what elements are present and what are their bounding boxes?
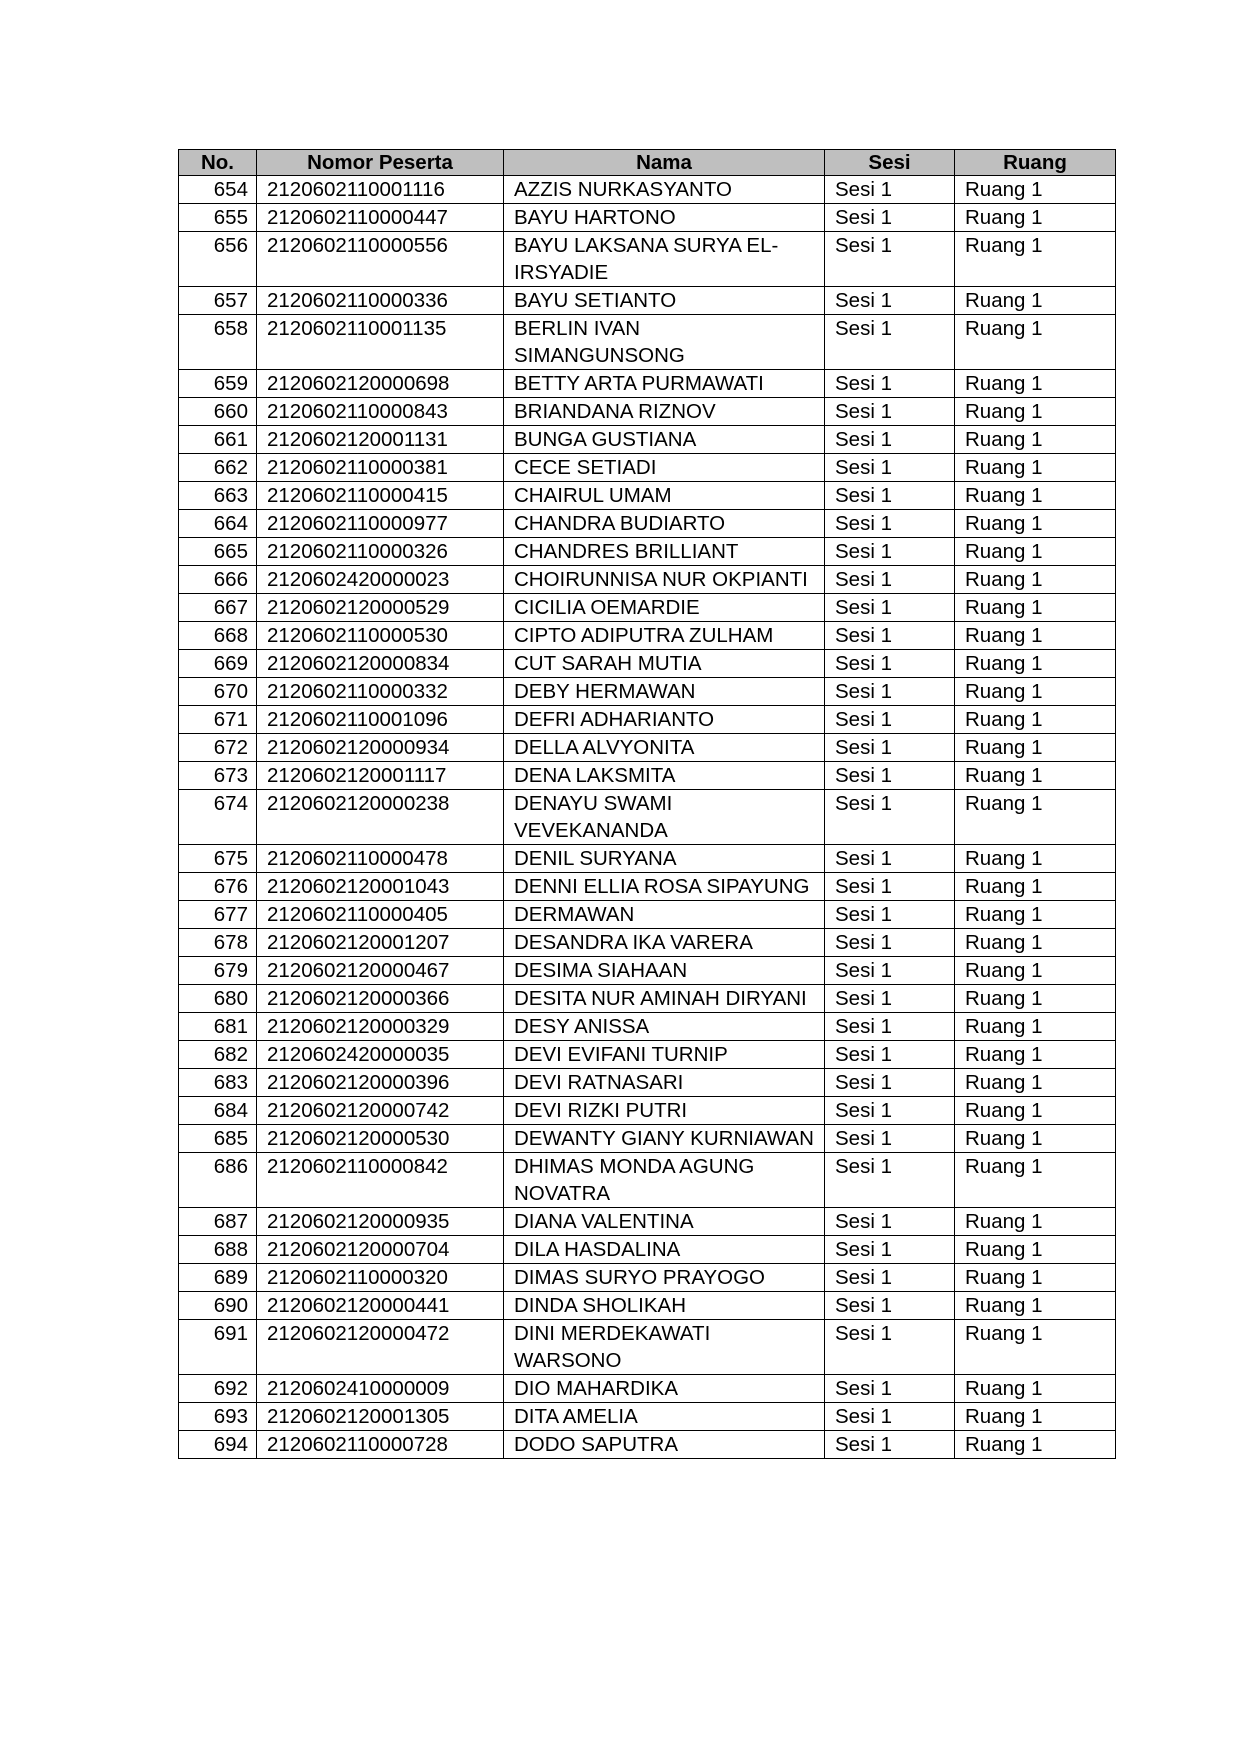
table-row xyxy=(179,287,1116,315)
table-row xyxy=(179,1208,1116,1236)
cell-no: 666 xyxy=(179,566,257,594)
cell-nama: BAYU SETIANTO xyxy=(504,287,825,315)
cell-nomor-peserta: 2120602120000704 xyxy=(257,1236,504,1264)
cell-nomor-peserta: 2120602120000396 xyxy=(257,1069,504,1097)
cell-nama: DIO MAHARDIKA xyxy=(504,1375,825,1403)
cell-no: 663 xyxy=(179,482,257,510)
cell-sesi: Sesi 1 xyxy=(825,538,955,566)
cell-nama: CIPTO ADIPUTRA ZULHAM xyxy=(504,622,825,650)
cell-nama: DENA LAKSMITA xyxy=(504,762,825,790)
cell-sesi: Sesi 1 xyxy=(825,790,955,845)
cell-nama: DESY ANISSA xyxy=(504,1013,825,1041)
table-row xyxy=(179,1320,1116,1375)
cell-sesi: Sesi 1 xyxy=(825,176,955,204)
cell-sesi: Sesi 1 xyxy=(825,1292,955,1320)
cell-ruang: Ruang 1 xyxy=(955,1431,1116,1459)
cell-sesi: Sesi 1 xyxy=(825,315,955,370)
cell-sesi: Sesi 1 xyxy=(825,482,955,510)
cell-no: 660 xyxy=(179,398,257,426)
cell-ruang: Ruang 1 xyxy=(955,873,1116,901)
cell-no: 656 xyxy=(179,232,257,287)
cell-no: 690 xyxy=(179,1292,257,1320)
cell-sesi: Sesi 1 xyxy=(825,622,955,650)
cell-nama: DEVI RIZKI PUTRI xyxy=(504,1097,825,1125)
table-row xyxy=(179,1013,1116,1041)
header-nomor-peserta: Nomor Peserta xyxy=(257,150,504,176)
cell-nama: CHANDRA BUDIARTO xyxy=(504,510,825,538)
cell-sesi: Sesi 1 xyxy=(825,594,955,622)
table-row xyxy=(179,1097,1116,1125)
cell-ruang: Ruang 1 xyxy=(955,315,1116,370)
table-row xyxy=(179,622,1116,650)
table-row xyxy=(179,1069,1116,1097)
cell-nomor-peserta: 2120602120000366 xyxy=(257,985,504,1013)
table-header xyxy=(179,150,1116,176)
cell-nomor-peserta: 2120602110000405 xyxy=(257,901,504,929)
cell-ruang: Ruang 1 xyxy=(955,426,1116,454)
table-row xyxy=(179,1292,1116,1320)
cell-sesi: Sesi 1 xyxy=(825,1097,955,1125)
cell-sesi: Sesi 1 xyxy=(825,1208,955,1236)
cell-no: 678 xyxy=(179,929,257,957)
cell-no: 658 xyxy=(179,315,257,370)
cell-nomor-peserta: 2120602120000935 xyxy=(257,1208,504,1236)
cell-nomor-peserta: 2120602110000843 xyxy=(257,398,504,426)
cell-sesi: Sesi 1 xyxy=(825,1041,955,1069)
table-row xyxy=(179,650,1116,678)
cell-no: 687 xyxy=(179,1208,257,1236)
cell-sesi: Sesi 1 xyxy=(825,1153,955,1208)
cell-nama: BAYU LAKSANA SURYA EL-IRSYADIE xyxy=(504,232,825,287)
cell-sesi: Sesi 1 xyxy=(825,873,955,901)
cell-nomor-peserta: 2120602420000035 xyxy=(257,1041,504,1069)
cell-no: 691 xyxy=(179,1320,257,1375)
cell-sesi: Sesi 1 xyxy=(825,929,955,957)
cell-sesi: Sesi 1 xyxy=(825,678,955,706)
cell-nomor-peserta: 2120602110001116 xyxy=(257,176,504,204)
cell-nomor-peserta: 2120602110000332 xyxy=(257,678,504,706)
cell-ruang: Ruang 1 xyxy=(955,622,1116,650)
cell-ruang: Ruang 1 xyxy=(955,985,1116,1013)
cell-no: 654 xyxy=(179,176,257,204)
table-row xyxy=(179,901,1116,929)
cell-no: 664 xyxy=(179,510,257,538)
cell-nama: DEVI EVIFANI TURNIP xyxy=(504,1041,825,1069)
cell-nomor-peserta: 2120602110001135 xyxy=(257,315,504,370)
table-row xyxy=(179,706,1116,734)
table-row xyxy=(179,315,1116,370)
cell-no: 682 xyxy=(179,1041,257,1069)
cell-nama: DINDA SHOLIKAH xyxy=(504,1292,825,1320)
cell-nomor-peserta: 2120602120000934 xyxy=(257,734,504,762)
cell-sesi: Sesi 1 xyxy=(825,232,955,287)
cell-sesi: Sesi 1 xyxy=(825,398,955,426)
cell-sesi: Sesi 1 xyxy=(825,845,955,873)
cell-ruang: Ruang 1 xyxy=(955,1292,1116,1320)
cell-nama: DESITA NUR AMINAH DIRYANI xyxy=(504,985,825,1013)
cell-no: 668 xyxy=(179,622,257,650)
cell-sesi: Sesi 1 xyxy=(825,650,955,678)
cell-ruang: Ruang 1 xyxy=(955,287,1116,315)
header-no: No. xyxy=(179,150,257,176)
cell-no: 675 xyxy=(179,845,257,873)
cell-nomor-peserta: 2120602120000834 xyxy=(257,650,504,678)
cell-no: 693 xyxy=(179,1403,257,1431)
cell-ruang: Ruang 1 xyxy=(955,1013,1116,1041)
table-row xyxy=(179,845,1116,873)
cell-ruang: Ruang 1 xyxy=(955,482,1116,510)
cell-no: 685 xyxy=(179,1125,257,1153)
cell-sesi: Sesi 1 xyxy=(825,1013,955,1041)
table-row xyxy=(179,985,1116,1013)
cell-nama: DELLA ALVYONITA xyxy=(504,734,825,762)
cell-sesi: Sesi 1 xyxy=(825,287,955,315)
cell-nama: CHOIRUNNISA NUR OKPIANTI xyxy=(504,566,825,594)
cell-nama: BETTY ARTA PURMAWATI xyxy=(504,370,825,398)
table-row xyxy=(179,594,1116,622)
table-row xyxy=(179,232,1116,287)
table-row xyxy=(179,790,1116,845)
cell-no: 669 xyxy=(179,650,257,678)
cell-ruang: Ruang 1 xyxy=(955,538,1116,566)
cell-sesi: Sesi 1 xyxy=(825,510,955,538)
cell-ruang: Ruang 1 xyxy=(955,204,1116,232)
cell-sesi: Sesi 1 xyxy=(825,1431,955,1459)
table-row xyxy=(179,678,1116,706)
cell-nomor-peserta: 2120602110000381 xyxy=(257,454,504,482)
table-row xyxy=(179,1041,1116,1069)
cell-nama: DITA AMELIA xyxy=(504,1403,825,1431)
cell-ruang: Ruang 1 xyxy=(955,706,1116,734)
cell-nama: BERLIN IVAN SIMANGUNSONG xyxy=(504,315,825,370)
cell-ruang: Ruang 1 xyxy=(955,566,1116,594)
cell-sesi: Sesi 1 xyxy=(825,901,955,929)
header-row xyxy=(179,150,1116,176)
cell-nomor-peserta: 2120602110000728 xyxy=(257,1431,504,1459)
cell-sesi: Sesi 1 xyxy=(825,1375,955,1403)
participant-table xyxy=(178,149,1116,1459)
header-nama: Nama xyxy=(504,150,825,176)
cell-nama: DHIMAS MONDA AGUNG NOVATRA xyxy=(504,1153,825,1208)
cell-nomor-peserta: 2120602120001117 xyxy=(257,762,504,790)
cell-sesi: Sesi 1 xyxy=(825,762,955,790)
cell-sesi: Sesi 1 xyxy=(825,734,955,762)
cell-nama: DENIL SURYANA xyxy=(504,845,825,873)
cell-ruang: Ruang 1 xyxy=(955,929,1116,957)
cell-nama: DILA HASDALINA xyxy=(504,1236,825,1264)
cell-nama: DEBY HERMAWAN xyxy=(504,678,825,706)
table-row xyxy=(179,957,1116,985)
cell-nomor-peserta: 2120602110000320 xyxy=(257,1264,504,1292)
cell-ruang: Ruang 1 xyxy=(955,398,1116,426)
cell-ruang: Ruang 1 xyxy=(955,1264,1116,1292)
cell-no: 655 xyxy=(179,204,257,232)
cell-ruang: Ruang 1 xyxy=(955,734,1116,762)
table-row xyxy=(179,204,1116,232)
cell-no: 683 xyxy=(179,1069,257,1097)
cell-sesi: Sesi 1 xyxy=(825,706,955,734)
table-row xyxy=(179,538,1116,566)
table-row xyxy=(179,482,1116,510)
cell-no: 657 xyxy=(179,287,257,315)
cell-sesi: Sesi 1 xyxy=(825,957,955,985)
cell-sesi: Sesi 1 xyxy=(825,426,955,454)
cell-ruang: Ruang 1 xyxy=(955,1097,1116,1125)
table-row xyxy=(179,762,1116,790)
cell-nama: DEWANTY GIANY KURNIAWAN xyxy=(504,1125,825,1153)
cell-no: 681 xyxy=(179,1013,257,1041)
cell-no: 686 xyxy=(179,1153,257,1208)
cell-nomor-peserta: 2120602110000977 xyxy=(257,510,504,538)
cell-ruang: Ruang 1 xyxy=(955,845,1116,873)
cell-nomor-peserta: 2120602120000329 xyxy=(257,1013,504,1041)
cell-ruang: Ruang 1 xyxy=(955,1208,1116,1236)
cell-sesi: Sesi 1 xyxy=(825,1264,955,1292)
cell-ruang: Ruang 1 xyxy=(955,370,1116,398)
cell-nomor-peserta: 2120602110000336 xyxy=(257,287,504,315)
cell-nomor-peserta: 2120602110001096 xyxy=(257,706,504,734)
table-body xyxy=(179,176,1116,1459)
cell-nomor-peserta: 2120602120000529 xyxy=(257,594,504,622)
table-row xyxy=(179,398,1116,426)
cell-nama: CUT SARAH MUTIA xyxy=(504,650,825,678)
cell-no: 676 xyxy=(179,873,257,901)
cell-nama: CECE SETIADI xyxy=(504,454,825,482)
cell-no: 672 xyxy=(179,734,257,762)
cell-nomor-peserta: 2120602120000441 xyxy=(257,1292,504,1320)
table-row xyxy=(179,1125,1116,1153)
cell-no: 659 xyxy=(179,370,257,398)
cell-no: 673 xyxy=(179,762,257,790)
cell-ruang: Ruang 1 xyxy=(955,678,1116,706)
cell-ruang: Ruang 1 xyxy=(955,957,1116,985)
cell-nomor-peserta: 2120602110000478 xyxy=(257,845,504,873)
cell-no: 694 xyxy=(179,1431,257,1459)
cell-no: 680 xyxy=(179,985,257,1013)
cell-nomor-peserta: 2120602110000326 xyxy=(257,538,504,566)
table-row xyxy=(179,1264,1116,1292)
cell-nomor-peserta: 2120602120000467 xyxy=(257,957,504,985)
cell-sesi: Sesi 1 xyxy=(825,1320,955,1375)
cell-sesi: Sesi 1 xyxy=(825,1236,955,1264)
cell-nama: CICILIA OEMARDIE xyxy=(504,594,825,622)
cell-sesi: Sesi 1 xyxy=(825,566,955,594)
cell-ruang: Ruang 1 xyxy=(955,510,1116,538)
cell-no: 665 xyxy=(179,538,257,566)
table-row xyxy=(179,1403,1116,1431)
cell-no: 674 xyxy=(179,790,257,845)
cell-ruang: Ruang 1 xyxy=(955,1375,1116,1403)
table-row xyxy=(179,929,1116,957)
cell-sesi: Sesi 1 xyxy=(825,370,955,398)
cell-ruang: Ruang 1 xyxy=(955,650,1116,678)
cell-no: 689 xyxy=(179,1264,257,1292)
cell-nama: DENNI ELLIA ROSA SIPAYUNG xyxy=(504,873,825,901)
cell-ruang: Ruang 1 xyxy=(955,790,1116,845)
cell-nama: DERMAWAN xyxy=(504,901,825,929)
cell-sesi: Sesi 1 xyxy=(825,454,955,482)
cell-nomor-peserta: 2120602120001207 xyxy=(257,929,504,957)
cell-no: 670 xyxy=(179,678,257,706)
table-row xyxy=(179,454,1116,482)
cell-nama: DEFRI ADHARIANTO xyxy=(504,706,825,734)
cell-sesi: Sesi 1 xyxy=(825,204,955,232)
cell-ruang: Ruang 1 xyxy=(955,1403,1116,1431)
cell-nama: DEVI RATNASARI xyxy=(504,1069,825,1097)
cell-nama: DENAYU SWAMI VEVEKANANDA xyxy=(504,790,825,845)
cell-sesi: Sesi 1 xyxy=(825,985,955,1013)
cell-nama: BUNGA GUSTIANA xyxy=(504,426,825,454)
cell-nama: DIMAS SURYO PRAYOGO xyxy=(504,1264,825,1292)
cell-nama: DODO SAPUTRA xyxy=(504,1431,825,1459)
table-row xyxy=(179,1375,1116,1403)
cell-ruang: Ruang 1 xyxy=(955,176,1116,204)
cell-nomor-peserta: 2120602110000842 xyxy=(257,1153,504,1208)
header-ruang: Ruang xyxy=(955,150,1116,176)
cell-nomor-peserta: 2120602120001305 xyxy=(257,1403,504,1431)
cell-nomor-peserta: 2120602120001131 xyxy=(257,426,504,454)
table-row xyxy=(179,1431,1116,1459)
cell-no: 671 xyxy=(179,706,257,734)
cell-no: 662 xyxy=(179,454,257,482)
cell-no: 684 xyxy=(179,1097,257,1125)
cell-ruang: Ruang 1 xyxy=(955,454,1116,482)
cell-ruang: Ruang 1 xyxy=(955,901,1116,929)
cell-ruang: Ruang 1 xyxy=(955,1320,1116,1375)
cell-nomor-peserta: 2120602110000530 xyxy=(257,622,504,650)
cell-nama: BRIANDANA RIZNOV xyxy=(504,398,825,426)
table-row xyxy=(179,1153,1116,1208)
cell-nama: DESANDRA IKA VARERA xyxy=(504,929,825,957)
cell-nomor-peserta: 2120602120001043 xyxy=(257,873,504,901)
cell-nomor-peserta: 2120602120000472 xyxy=(257,1320,504,1375)
cell-ruang: Ruang 1 xyxy=(955,1069,1116,1097)
table-row xyxy=(179,370,1116,398)
header-sesi: Sesi xyxy=(825,150,955,176)
cell-nama: DESIMA SIAHAAN xyxy=(504,957,825,985)
cell-nomor-peserta: 2120602110000415 xyxy=(257,482,504,510)
cell-nama: BAYU HARTONO xyxy=(504,204,825,232)
cell-ruang: Ruang 1 xyxy=(955,762,1116,790)
cell-sesi: Sesi 1 xyxy=(825,1069,955,1097)
table-row xyxy=(179,873,1116,901)
table-row xyxy=(179,566,1116,594)
cell-ruang: Ruang 1 xyxy=(955,1236,1116,1264)
table-row xyxy=(179,426,1116,454)
table-row xyxy=(179,734,1116,762)
cell-ruang: Ruang 1 xyxy=(955,1125,1116,1153)
cell-no: 688 xyxy=(179,1236,257,1264)
cell-nomor-peserta: 2120602110000556 xyxy=(257,232,504,287)
cell-no: 692 xyxy=(179,1375,257,1403)
cell-nama: CHAIRUL UMAM xyxy=(504,482,825,510)
cell-sesi: Sesi 1 xyxy=(825,1125,955,1153)
cell-nomor-peserta: 2120602410000009 xyxy=(257,1375,504,1403)
cell-no: 677 xyxy=(179,901,257,929)
table-row xyxy=(179,176,1116,204)
cell-nomor-peserta: 2120602120000698 xyxy=(257,370,504,398)
cell-nama: AZZIS NURKASYANTO xyxy=(504,176,825,204)
cell-no: 667 xyxy=(179,594,257,622)
table-row xyxy=(179,1236,1116,1264)
cell-nama: DIANA VALENTINA xyxy=(504,1208,825,1236)
cell-ruang: Ruang 1 xyxy=(955,1153,1116,1208)
cell-ruang: Ruang 1 xyxy=(955,232,1116,287)
cell-ruang: Ruang 1 xyxy=(955,594,1116,622)
cell-no: 679 xyxy=(179,957,257,985)
cell-ruang: Ruang 1 xyxy=(955,1041,1116,1069)
cell-nomor-peserta: 2120602110000447 xyxy=(257,204,504,232)
cell-nama: DINI MERDEKAWATI WARSONO xyxy=(504,1320,825,1375)
table-row xyxy=(179,510,1116,538)
cell-sesi: Sesi 1 xyxy=(825,1403,955,1431)
cell-nomor-peserta: 2120602120000530 xyxy=(257,1125,504,1153)
cell-nomor-peserta: 2120602120000238 xyxy=(257,790,504,845)
cell-nama: CHANDRES BRILLIANT xyxy=(504,538,825,566)
cell-no: 661 xyxy=(179,426,257,454)
cell-nomor-peserta: 2120602120000742 xyxy=(257,1097,504,1125)
cell-nomor-peserta: 2120602420000023 xyxy=(257,566,504,594)
